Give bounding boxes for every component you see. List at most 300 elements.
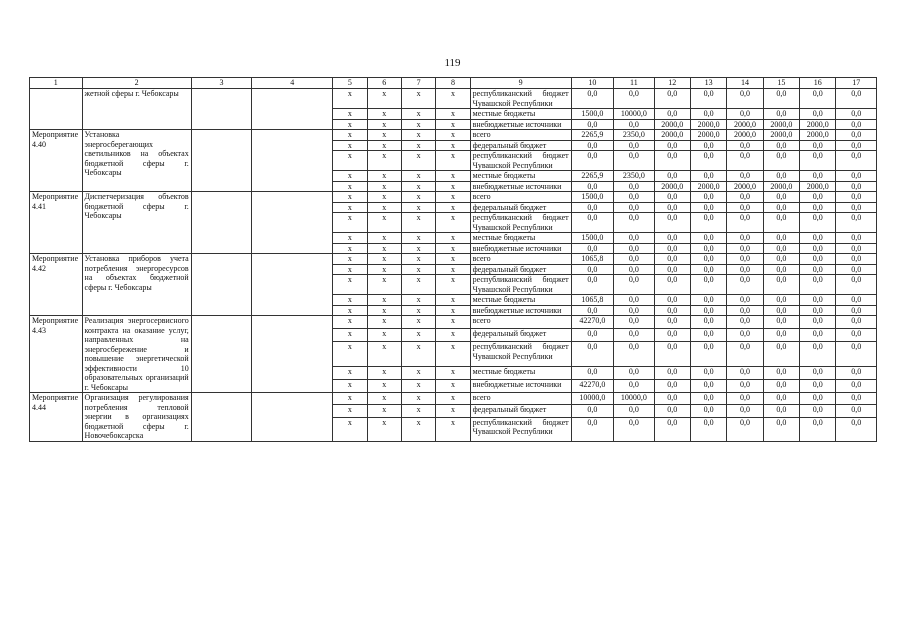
value-cell: 0,0 bbox=[800, 275, 836, 295]
value-cell: 0,0 bbox=[654, 140, 690, 151]
x-cell: х bbox=[436, 342, 470, 367]
value-cell: 0,0 bbox=[571, 243, 613, 254]
value-cell: 0,0 bbox=[836, 243, 877, 254]
x-cell: х bbox=[367, 329, 401, 342]
value-cell: 0,0 bbox=[690, 329, 726, 342]
column-header: 3 bbox=[191, 78, 252, 89]
x-cell: х bbox=[401, 316, 435, 329]
column-header: 14 bbox=[727, 78, 763, 89]
column-header: 4 bbox=[252, 78, 333, 89]
empty-cell bbox=[252, 89, 333, 130]
column-header: 8 bbox=[436, 78, 470, 89]
value-cell: 0,0 bbox=[654, 89, 690, 109]
column-header: 11 bbox=[614, 78, 654, 89]
table-body bbox=[30, 78, 877, 442]
value-cell: 2265,9 bbox=[571, 130, 613, 141]
value-cell: 0,0 bbox=[836, 417, 877, 441]
value-cell: 0,0 bbox=[614, 316, 654, 329]
empty-cell bbox=[252, 393, 333, 442]
x-cell: х bbox=[401, 181, 435, 192]
value-cell: 0,0 bbox=[800, 379, 836, 392]
value-cell: 0,0 bbox=[614, 305, 654, 316]
value-cell: 2000,0 bbox=[763, 119, 799, 130]
x-cell: х bbox=[333, 130, 367, 141]
value-cell: 0,0 bbox=[727, 89, 763, 109]
value-cell: 0,0 bbox=[763, 295, 799, 306]
x-cell: х bbox=[333, 379, 367, 392]
x-cell: х bbox=[401, 305, 435, 316]
x-cell: х bbox=[436, 119, 470, 130]
value-cell: 0,0 bbox=[571, 405, 613, 417]
funding-source: местные бюджеты bbox=[470, 109, 571, 120]
x-cell: х bbox=[367, 405, 401, 417]
table-row bbox=[30, 192, 877, 203]
value-cell: 0,0 bbox=[571, 417, 613, 441]
value-cell: 0,0 bbox=[800, 151, 836, 171]
funding-source: внебюджетные источники bbox=[470, 243, 571, 254]
value-cell: 0,0 bbox=[654, 202, 690, 213]
value-cell: 0,0 bbox=[654, 192, 690, 203]
x-cell: х bbox=[436, 140, 470, 151]
value-cell: 0,0 bbox=[727, 379, 763, 392]
value-cell: 0,0 bbox=[800, 417, 836, 441]
value-cell: 0,0 bbox=[690, 393, 726, 405]
value-cell: 0,0 bbox=[690, 89, 726, 109]
x-cell: х bbox=[333, 213, 367, 233]
value-cell: 0,0 bbox=[690, 151, 726, 171]
value-cell: 0,0 bbox=[614, 89, 654, 109]
x-cell: х bbox=[333, 243, 367, 254]
value-cell: 0,0 bbox=[690, 171, 726, 182]
value-cell: 0,0 bbox=[614, 329, 654, 342]
x-cell: х bbox=[401, 233, 435, 244]
funding-source: внебюджетные источники bbox=[470, 119, 571, 130]
x-cell: х bbox=[401, 393, 435, 405]
value-cell: 0,0 bbox=[571, 89, 613, 109]
value-cell: 0,0 bbox=[614, 202, 654, 213]
funding-source: местные бюджеты bbox=[470, 366, 571, 379]
x-cell: х bbox=[367, 233, 401, 244]
value-cell: 0,0 bbox=[836, 366, 877, 379]
column-header: 17 bbox=[836, 78, 877, 89]
x-cell: х bbox=[436, 316, 470, 329]
value-cell: 0,0 bbox=[571, 151, 613, 171]
x-cell: х bbox=[367, 254, 401, 265]
event-code: Мероприятие 4.41 bbox=[30, 192, 83, 254]
x-cell: х bbox=[367, 243, 401, 254]
table-row bbox=[30, 254, 877, 265]
value-cell: 0,0 bbox=[836, 140, 877, 151]
value-cell: 0,0 bbox=[836, 130, 877, 141]
value-cell: 10000,0 bbox=[614, 393, 654, 405]
value-cell: 0,0 bbox=[800, 171, 836, 182]
value-cell: 0,0 bbox=[690, 202, 726, 213]
value-cell: 0,0 bbox=[727, 243, 763, 254]
x-cell: х bbox=[436, 171, 470, 182]
value-cell: 0,0 bbox=[727, 151, 763, 171]
empty-cell bbox=[191, 254, 252, 316]
value-cell: 0,0 bbox=[614, 140, 654, 151]
x-cell: х bbox=[367, 393, 401, 405]
value-cell: 0,0 bbox=[571, 366, 613, 379]
value-cell: 0,0 bbox=[614, 275, 654, 295]
value-cell: 0,0 bbox=[654, 316, 690, 329]
x-cell: х bbox=[333, 342, 367, 367]
x-cell: х bbox=[367, 316, 401, 329]
column-header: 15 bbox=[763, 78, 799, 89]
value-cell: 0,0 bbox=[690, 254, 726, 265]
empty-cell bbox=[191, 130, 252, 192]
value-cell: 0,0 bbox=[614, 119, 654, 130]
x-cell: х bbox=[333, 171, 367, 182]
event-name: Установка энергосберегающих светильников на объектах бюджетной сферы г. Чебоксары bbox=[82, 130, 191, 192]
column-header: 2 bbox=[82, 78, 191, 89]
x-cell: х bbox=[436, 379, 470, 392]
value-cell: 0,0 bbox=[614, 151, 654, 171]
value-cell: 0,0 bbox=[690, 366, 726, 379]
event-code: Мероприятие 4.40 bbox=[30, 130, 83, 192]
value-cell: 2000,0 bbox=[690, 181, 726, 192]
x-cell: х bbox=[333, 305, 367, 316]
value-cell: 0,0 bbox=[800, 264, 836, 275]
value-cell: 0,0 bbox=[654, 109, 690, 120]
x-cell: х bbox=[401, 275, 435, 295]
value-cell: 0,0 bbox=[614, 366, 654, 379]
value-cell: 0,0 bbox=[800, 295, 836, 306]
x-cell: х bbox=[436, 213, 470, 233]
x-cell: х bbox=[436, 109, 470, 120]
value-cell: 0,0 bbox=[614, 295, 654, 306]
value-cell: 0,0 bbox=[654, 342, 690, 367]
value-cell: 0,0 bbox=[614, 417, 654, 441]
x-cell: х bbox=[401, 379, 435, 392]
value-cell: 2000,0 bbox=[654, 181, 690, 192]
funding-source: местные бюджеты bbox=[470, 295, 571, 306]
value-cell: 2000,0 bbox=[690, 119, 726, 130]
value-cell: 0,0 bbox=[614, 213, 654, 233]
value-cell: 1500,0 bbox=[571, 192, 613, 203]
value-cell: 0,0 bbox=[727, 254, 763, 265]
value-cell: 0,0 bbox=[763, 366, 799, 379]
column-header: 16 bbox=[800, 78, 836, 89]
x-cell: х bbox=[333, 393, 367, 405]
x-cell: х bbox=[367, 89, 401, 109]
value-cell: 2000,0 bbox=[800, 181, 836, 192]
value-cell: 0,0 bbox=[727, 213, 763, 233]
value-cell: 0,0 bbox=[763, 316, 799, 329]
empty-cell bbox=[191, 393, 252, 442]
x-cell: х bbox=[333, 275, 367, 295]
x-cell: х bbox=[436, 275, 470, 295]
value-cell: 0,0 bbox=[614, 264, 654, 275]
funding-source: республиканский бюджет Чувашской Республики bbox=[470, 89, 571, 109]
value-cell: 0,0 bbox=[763, 213, 799, 233]
x-cell: х bbox=[436, 405, 470, 417]
table-row bbox=[30, 89, 877, 109]
value-cell: 0,0 bbox=[727, 264, 763, 275]
table-row bbox=[30, 130, 877, 141]
value-cell: 0,0 bbox=[836, 405, 877, 417]
value-cell: 0,0 bbox=[614, 405, 654, 417]
value-cell: 0,0 bbox=[763, 243, 799, 254]
empty-cell bbox=[252, 192, 333, 254]
value-cell: 0,0 bbox=[727, 192, 763, 203]
value-cell: 0,0 bbox=[727, 393, 763, 405]
value-cell: 0,0 bbox=[763, 393, 799, 405]
funding-source: всего bbox=[470, 192, 571, 203]
x-cell: х bbox=[333, 89, 367, 109]
value-cell: 0,0 bbox=[654, 305, 690, 316]
event-code: Мероприятие 4.42 bbox=[30, 254, 83, 316]
x-cell: х bbox=[333, 140, 367, 151]
column-header: 1 bbox=[30, 78, 83, 89]
value-cell: 0,0 bbox=[836, 329, 877, 342]
event-name: Реализация энергосервисного контракта на оказание услуг, направленных на энергосбережение и повышение энергетической эффективности 10 образовательных организаций г. Чебоксары bbox=[82, 316, 191, 393]
x-cell: х bbox=[436, 264, 470, 275]
value-cell: 0,0 bbox=[690, 417, 726, 441]
funding-source: республиканский бюджет Чувашской Республики bbox=[470, 275, 571, 295]
value-cell: 0,0 bbox=[571, 119, 613, 130]
value-cell: 0,0 bbox=[571, 202, 613, 213]
x-cell: х bbox=[436, 192, 470, 203]
value-cell: 0,0 bbox=[690, 405, 726, 417]
x-cell: х bbox=[401, 243, 435, 254]
value-cell: 0,0 bbox=[654, 254, 690, 265]
value-cell: 0,0 bbox=[763, 342, 799, 367]
value-cell: 0,0 bbox=[763, 192, 799, 203]
column-header: 10 bbox=[571, 78, 613, 89]
x-cell: х bbox=[401, 295, 435, 306]
value-cell: 0,0 bbox=[614, 243, 654, 254]
value-cell: 0,0 bbox=[690, 192, 726, 203]
value-cell: 0,0 bbox=[727, 417, 763, 441]
funding-source: республиканский бюджет Чувашской Республики bbox=[470, 151, 571, 171]
value-cell: 0,0 bbox=[571, 342, 613, 367]
funding-source: республиканский бюджет Чувашской Республики bbox=[470, 417, 571, 441]
value-cell: 0,0 bbox=[763, 417, 799, 441]
event-name: жетной сферы г. Чебоксары bbox=[82, 89, 191, 130]
value-cell: 2000,0 bbox=[800, 130, 836, 141]
x-cell: х bbox=[436, 295, 470, 306]
value-cell: 2000,0 bbox=[800, 119, 836, 130]
x-cell: х bbox=[367, 140, 401, 151]
column-header: 13 bbox=[690, 78, 726, 89]
column-header: 12 bbox=[654, 78, 690, 89]
budget-table bbox=[29, 77, 877, 442]
value-cell: 0,0 bbox=[800, 202, 836, 213]
x-cell: х bbox=[367, 275, 401, 295]
value-cell: 0,0 bbox=[690, 109, 726, 120]
funding-source: федеральный бюджет bbox=[470, 140, 571, 151]
value-cell: 2000,0 bbox=[727, 181, 763, 192]
x-cell: х bbox=[333, 295, 367, 306]
value-cell: 0,0 bbox=[690, 140, 726, 151]
event-code bbox=[30, 89, 83, 130]
x-cell: х bbox=[333, 264, 367, 275]
column-header: 5 bbox=[333, 78, 367, 89]
value-cell: 2350,0 bbox=[614, 130, 654, 141]
value-cell: 0,0 bbox=[836, 316, 877, 329]
value-cell: 0,0 bbox=[836, 202, 877, 213]
value-cell: 0,0 bbox=[836, 379, 877, 392]
x-cell: х bbox=[401, 192, 435, 203]
x-cell: х bbox=[401, 140, 435, 151]
funding-source: всего bbox=[470, 254, 571, 265]
value-cell: 0,0 bbox=[690, 264, 726, 275]
x-cell: х bbox=[401, 213, 435, 233]
value-cell: 0,0 bbox=[836, 275, 877, 295]
funding-source: федеральный бюджет bbox=[470, 264, 571, 275]
value-cell: 0,0 bbox=[836, 305, 877, 316]
x-cell: х bbox=[333, 151, 367, 171]
value-cell: 0,0 bbox=[614, 342, 654, 367]
value-cell: 0,0 bbox=[654, 393, 690, 405]
value-cell: 0,0 bbox=[800, 243, 836, 254]
x-cell: х bbox=[436, 305, 470, 316]
x-cell: х bbox=[436, 329, 470, 342]
value-cell: 0,0 bbox=[800, 109, 836, 120]
x-cell: х bbox=[401, 264, 435, 275]
x-cell: х bbox=[333, 316, 367, 329]
x-cell: х bbox=[436, 89, 470, 109]
value-cell: 0,0 bbox=[836, 171, 877, 182]
value-cell: 0,0 bbox=[727, 171, 763, 182]
funding-source: местные бюджеты bbox=[470, 233, 571, 244]
value-cell: 2350,0 bbox=[614, 171, 654, 182]
x-cell: х bbox=[436, 393, 470, 405]
value-cell: 0,0 bbox=[690, 233, 726, 244]
value-cell: 0,0 bbox=[654, 275, 690, 295]
x-cell: х bbox=[436, 417, 470, 441]
value-cell: 1500,0 bbox=[571, 109, 613, 120]
value-cell: 0,0 bbox=[836, 393, 877, 405]
x-cell: х bbox=[367, 305, 401, 316]
value-cell: 2265,9 bbox=[571, 171, 613, 182]
x-cell: х bbox=[333, 417, 367, 441]
event-name: Диспетчеризация объектов бюджетной сферы г. Чебоксары bbox=[82, 192, 191, 254]
value-cell: 0,0 bbox=[800, 329, 836, 342]
funding-source: всего bbox=[470, 316, 571, 329]
value-cell: 0,0 bbox=[614, 254, 654, 265]
value-cell: 0,0 bbox=[763, 305, 799, 316]
value-cell: 2000,0 bbox=[654, 130, 690, 141]
value-cell: 42270,0 bbox=[571, 379, 613, 392]
value-cell: 0,0 bbox=[763, 379, 799, 392]
funding-source: республиканский бюджет Чувашской Республики bbox=[470, 342, 571, 367]
value-cell: 0,0 bbox=[763, 140, 799, 151]
x-cell: х bbox=[401, 254, 435, 265]
value-cell: 0,0 bbox=[836, 264, 877, 275]
value-cell: 0,0 bbox=[836, 295, 877, 306]
value-cell: 0,0 bbox=[654, 295, 690, 306]
empty-cell bbox=[252, 316, 333, 393]
value-cell: 0,0 bbox=[800, 393, 836, 405]
value-cell: 0,0 bbox=[836, 109, 877, 120]
value-cell: 0,0 bbox=[654, 213, 690, 233]
column-header: 9 bbox=[470, 78, 571, 89]
event-name: Организация регулирования потребления тепловой энергии в организациях бюджетной сферы г. Новочебоксарска bbox=[82, 393, 191, 442]
value-cell: 0,0 bbox=[614, 379, 654, 392]
value-cell: 42270,0 bbox=[571, 316, 613, 329]
empty-cell bbox=[191, 89, 252, 130]
x-cell: х bbox=[367, 342, 401, 367]
value-cell: 0,0 bbox=[654, 151, 690, 171]
table-row bbox=[30, 393, 877, 405]
funding-source: всего bbox=[470, 393, 571, 405]
x-cell: х bbox=[367, 264, 401, 275]
x-cell: х bbox=[367, 181, 401, 192]
value-cell: 0,0 bbox=[654, 264, 690, 275]
value-cell: 0,0 bbox=[763, 254, 799, 265]
value-cell: 0,0 bbox=[800, 254, 836, 265]
value-cell: 0,0 bbox=[800, 140, 836, 151]
value-cell: 0,0 bbox=[727, 233, 763, 244]
value-cell: 0,0 bbox=[690, 342, 726, 367]
value-cell: 0,0 bbox=[727, 316, 763, 329]
value-cell: 0,0 bbox=[690, 379, 726, 392]
empty-cell bbox=[252, 130, 333, 192]
x-cell: х bbox=[333, 329, 367, 342]
value-cell: 0,0 bbox=[836, 192, 877, 203]
x-cell: х bbox=[367, 213, 401, 233]
value-cell: 0,0 bbox=[763, 405, 799, 417]
value-cell: 0,0 bbox=[690, 295, 726, 306]
x-cell: х bbox=[333, 192, 367, 203]
x-cell: х bbox=[401, 89, 435, 109]
value-cell: 0,0 bbox=[690, 316, 726, 329]
value-cell: 2000,0 bbox=[727, 119, 763, 130]
value-cell: 0,0 bbox=[800, 366, 836, 379]
x-cell: х bbox=[401, 405, 435, 417]
x-cell: х bbox=[436, 181, 470, 192]
column-header: 7 bbox=[401, 78, 435, 89]
value-cell: 0,0 bbox=[690, 213, 726, 233]
x-cell: х bbox=[333, 181, 367, 192]
x-cell: х bbox=[436, 243, 470, 254]
value-cell: 0,0 bbox=[654, 329, 690, 342]
value-cell: 0,0 bbox=[763, 109, 799, 120]
value-cell: 0,0 bbox=[727, 305, 763, 316]
value-cell: 0,0 bbox=[654, 417, 690, 441]
funding-source: республиканский бюджет Чувашской Республики bbox=[470, 213, 571, 233]
x-cell: х bbox=[333, 405, 367, 417]
value-cell: 0,0 bbox=[614, 192, 654, 203]
value-cell: 0,0 bbox=[763, 151, 799, 171]
x-cell: х bbox=[333, 366, 367, 379]
value-cell: 0,0 bbox=[800, 233, 836, 244]
x-cell: х bbox=[333, 254, 367, 265]
value-cell: 0,0 bbox=[614, 233, 654, 244]
value-cell: 0,0 bbox=[836, 342, 877, 367]
value-cell: 0,0 bbox=[727, 295, 763, 306]
value-cell: 0,0 bbox=[800, 342, 836, 367]
value-cell: 0,0 bbox=[571, 329, 613, 342]
x-cell: х bbox=[333, 119, 367, 130]
x-cell: х bbox=[401, 119, 435, 130]
empty-cell bbox=[252, 254, 333, 316]
value-cell: 2000,0 bbox=[727, 130, 763, 141]
x-cell: х bbox=[401, 329, 435, 342]
value-cell: 0,0 bbox=[727, 202, 763, 213]
empty-cell bbox=[191, 316, 252, 393]
x-cell: х bbox=[436, 233, 470, 244]
x-cell: х bbox=[436, 366, 470, 379]
x-cell: х bbox=[401, 171, 435, 182]
value-cell: 1500,0 bbox=[571, 233, 613, 244]
value-cell: 0,0 bbox=[571, 181, 613, 192]
value-cell: 10000,0 bbox=[571, 393, 613, 405]
event-code: Мероприятие 4.43 bbox=[30, 316, 83, 393]
